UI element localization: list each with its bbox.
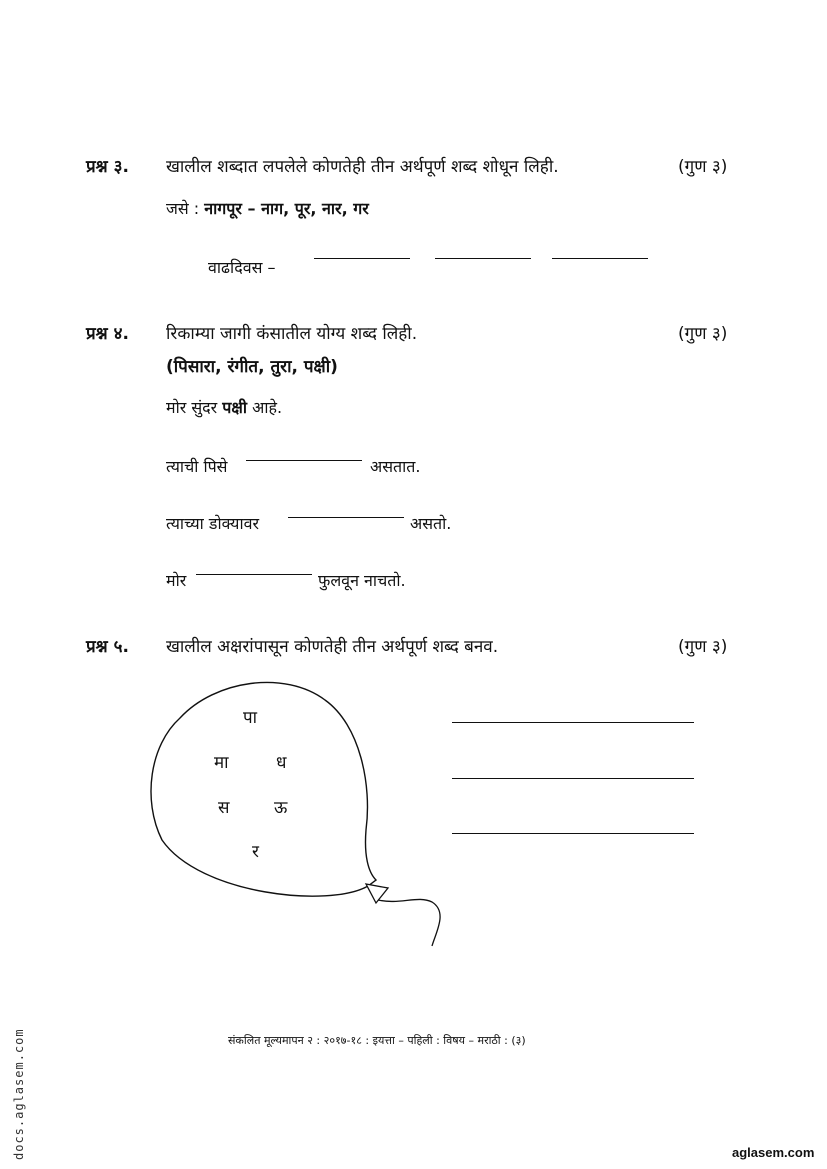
q5-answer-line-3[interactable] [452,833,694,834]
letter-dha: ध [276,753,287,773]
q4-sentence-3-start: मोर [166,571,187,590]
brand-watermark: aglasem.com [732,1145,815,1160]
q5-text: खालील अक्षरांपासून कोणतेही तीन अर्थपूर्ण शब्द बनव. [166,637,499,657]
page-footer: संकलित मूल्यमापन २ : २०१७-१८ : इयत्ता – पहिली : विषय – मराठी : (३) [228,1034,526,1047]
q3-example-text: नागपूर – नाग, पूर, नार, गर [204,199,369,218]
q4-example-bold: पक्षी [222,398,248,417]
q4-label: प्रश्न ४. [86,324,129,344]
q4-marks: (गुण ३) [678,324,728,344]
q5-answer-line-1[interactable] [452,722,694,723]
q5-answer-line-2[interactable] [452,778,694,779]
balloon-outline [151,682,376,896]
q4-sentence-3-end: फुलवून नाचतो. [318,571,406,590]
letter-sa: स [218,798,230,818]
letter-uu: ऊ [274,798,288,818]
letter-pa: पा [243,708,258,728]
letter-ma: मा [214,753,229,773]
q4-sentence-2-end: असतो. [410,514,452,533]
q4-example-pre: मोर सुंदर [166,398,218,417]
q4-options: (पिसारा, रंगीत, तुरा, पक्षी) [166,357,338,377]
q3-text: खालील शब्दात लपलेले कोणतेही तीन अर्थपूर्ण शब्द शोधून लिही. [166,157,559,177]
q4-sentence-2-start: त्याच्या डोक्यावर [166,514,260,533]
balloon-string [378,899,440,946]
letter-ra: र [252,842,259,862]
side-watermark: docs.aglasem.com [12,1028,26,1160]
q5-marks: (गुण ३) [678,637,728,657]
balloon-knot [366,884,388,903]
q4-text: रिकाम्या जागी कंसातील योग्य शब्द लिही. [166,324,418,344]
q4-sentence-1-end: असतात. [370,457,421,476]
q4-example-post: आहे. [252,398,283,417]
q3-word: वाढदिवस – [208,258,276,277]
q3-marks: (गुण ३) [678,157,728,177]
q5-label: प्रश्न ५. [86,637,129,657]
q4-sentence-1-start: त्याची पिसे [166,457,228,476]
q3-example-prefix: जसे : [166,199,200,218]
q3-label: प्रश्न ३. [86,157,129,177]
